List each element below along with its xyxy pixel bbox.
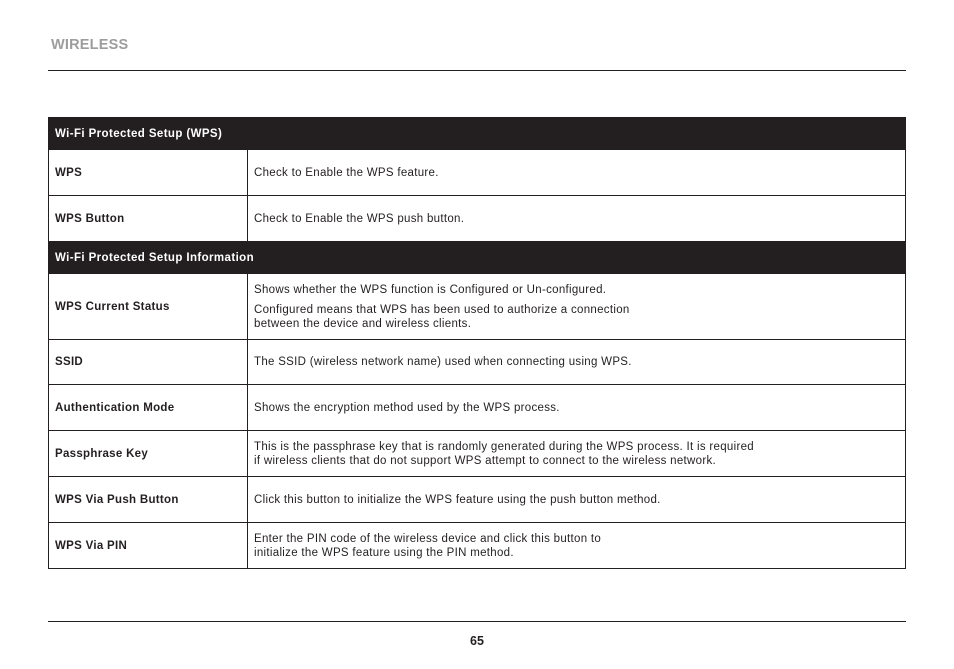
page-number: 65 [470,634,484,648]
row-description: Check to Enable the WPS push button. [248,196,906,242]
table-section-header [49,242,906,274]
row-description: Enter the PIN code of the wireless device and click this button to initialize the WPS feature using the PIN method. [248,523,906,569]
row-description: This is the passphrase key that is randomly generated during the WPS process. It is required if wireless clients that do not support WPS attempt to connect to the wireless network. [248,431,906,477]
section-title-wps: Wi-Fi Protected Setup (WPS) [49,118,906,150]
row-term: WPS Button [49,196,248,242]
row-description: Shows the encryption method used by the WPS process. [248,385,906,431]
footer-divider [48,621,906,622]
table-section-header [49,118,906,150]
section-header: WIRELESS [51,37,129,53]
row-description: Check to Enable the WPS feature. [248,150,906,196]
row-term: WPS Current Status [49,274,248,340]
section-title-wps-information: Wi-Fi Protected Setup Information [49,242,906,274]
row-term: WPS Via Push Button [49,477,248,523]
wps-settings-table [48,117,906,569]
table-row [49,150,906,196]
row-term: SSID [49,340,248,385]
row-term: Passphrase Key [49,431,248,477]
table-row [49,477,906,523]
row-term: WPS Via PIN [49,523,248,569]
table-row [49,196,906,242]
header-divider [48,70,906,71]
row-term: WPS [49,150,248,196]
row-description: The SSID (wireless network name) used when connecting using WPS. [248,340,906,385]
table-row [49,340,906,385]
row-description: Click this button to initialize the WPS feature using the push button method. [248,477,906,523]
table-row [49,274,906,340]
row-description: Shows whether the WPS function is Configured or Un-configured. Configured means that WPS has been used to authorize a connection between the device and wireless clients. [248,274,906,340]
row-term: Authentication Mode [49,385,248,431]
table-row [49,523,906,569]
table-row [49,385,906,431]
table-row [49,431,906,477]
